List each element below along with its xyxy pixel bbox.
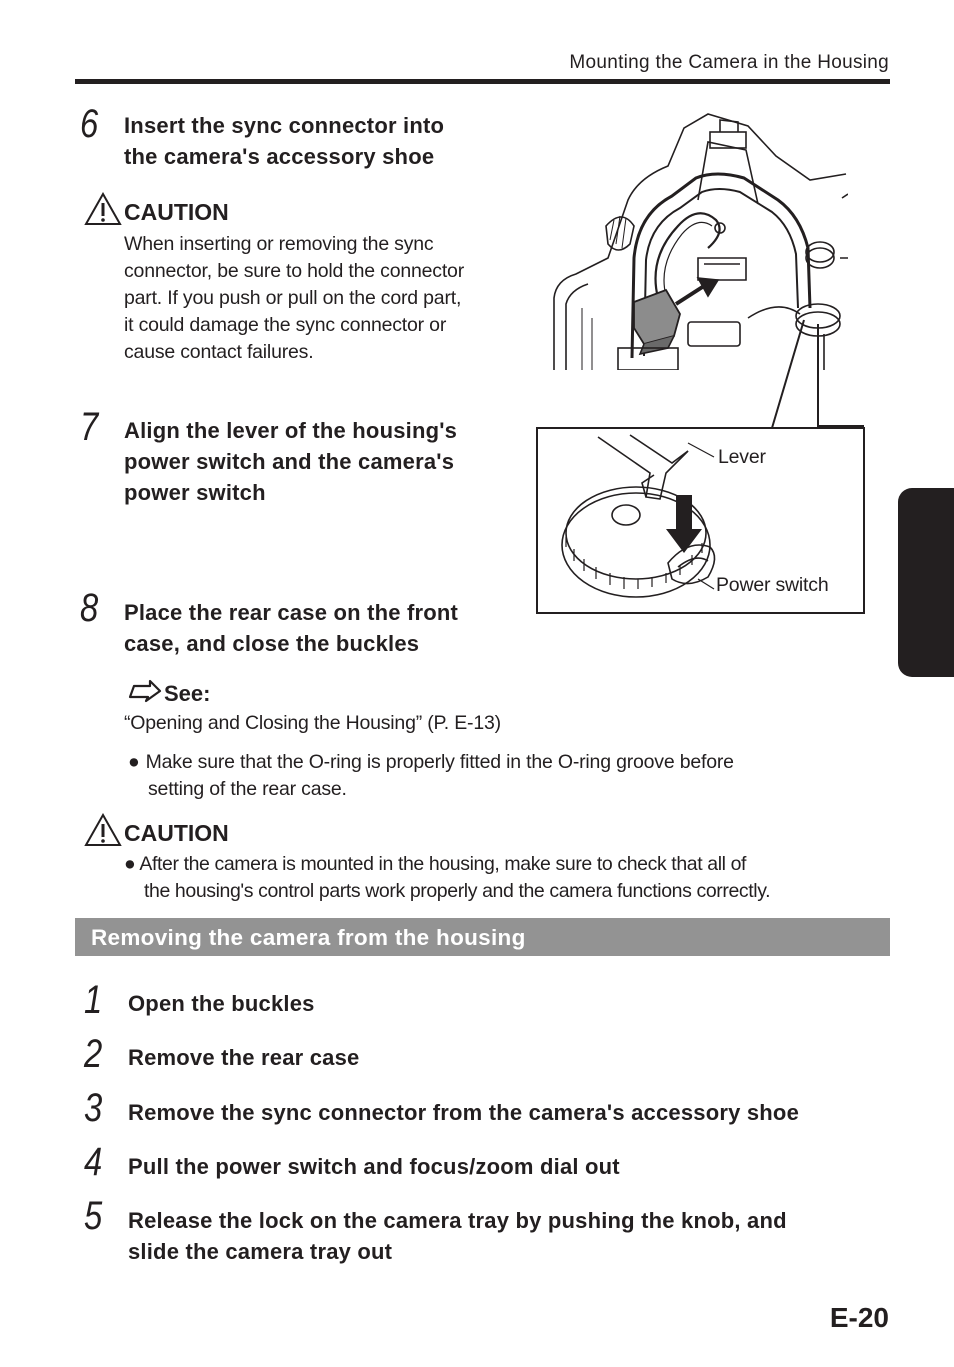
- remove-step-5-line-1: Release the lock on the camera tray by pushing the knob, and: [128, 1208, 787, 1233]
- step-number-7: 7: [80, 405, 99, 449]
- remove-step-3-text: Remove the sync connector from the camera's accessory shoe: [128, 1100, 799, 1125]
- remove-step-number-1: 1: [84, 978, 103, 1022]
- caution-2-line-1: After the camera is mounted in the housing, make sure to check that all of: [139, 853, 747, 875]
- arrow-pointer-icon: [128, 679, 162, 709]
- section-heading-removing: Removing the camera from the housing: [75, 918, 890, 956]
- remove-step-1-text: Open the buckles: [128, 991, 315, 1016]
- o-ring-note: [128, 749, 734, 803]
- detail-inset: [536, 427, 865, 614]
- caution-2-body: [124, 851, 770, 905]
- caution-1-line: cause contact failures.: [124, 341, 314, 363]
- caution-1-line: When inserting or removing the sync: [124, 233, 434, 255]
- remove-step-number-5: 5: [84, 1194, 103, 1238]
- running-header: Mounting the Camera in the Housing: [569, 52, 889, 73]
- step-7-line-1: Align the lever of the housing's: [124, 418, 458, 443]
- remove-step-5-line-2: slide the camera tray out: [128, 1239, 393, 1264]
- o-ring-note-line-2: setting of the rear case.: [148, 778, 347, 800]
- step-6-text: [124, 110, 444, 172]
- caution-label: CAUTION: [124, 198, 229, 225]
- o-ring-note-line-1: Make sure that the O-ring is properly fitted in the O-ring groove before: [145, 751, 734, 773]
- step-7-line-3: power switch: [124, 480, 266, 505]
- step-6-line-1: Insert the sync connector into: [124, 113, 445, 138]
- step-number-8: 8: [80, 586, 99, 630]
- power-switch-label: Power switch: [716, 574, 829, 596]
- caution-heading: [84, 813, 229, 853]
- see-label: See:: [164, 681, 211, 706]
- header-rule: [75, 79, 890, 84]
- caution-1-line: connector, be sure to hold the connector: [124, 260, 464, 282]
- step-7-text: [124, 415, 457, 508]
- caution-1-body: [124, 231, 464, 366]
- remove-step-number-2: 2: [84, 1032, 103, 1076]
- step-6-line-2: the camera's accessory shoe: [124, 144, 435, 169]
- see-reference: “Opening and Closing the Housing” (P. E-13): [124, 712, 501, 734]
- bullet-dot-icon: ●: [124, 853, 136, 875]
- lever-label: Lever: [718, 446, 766, 468]
- caution-heading: [84, 192, 229, 232]
- step-8-line-1: Place the rear case on the front: [124, 600, 459, 625]
- caution-1-line: part. If you push or pull on the cord part,: [124, 287, 462, 309]
- page-number: E-20: [829, 1302, 889, 1333]
- remove-step-number-4: 4: [84, 1140, 103, 1184]
- step-8-line-2: case, and close the buckles: [124, 631, 420, 656]
- remove-step-2-text: Remove the rear case: [128, 1045, 360, 1070]
- caution-1-line: it could damage the sync connector or: [124, 314, 447, 336]
- callout-lines: [536, 300, 866, 430]
- chapter-side-tab: [898, 488, 954, 677]
- step-7-line-2: power switch and the camera's: [124, 449, 455, 474]
- see-heading: [128, 679, 210, 709]
- remove-step-4-text: Pull the power switch and focus/zoom dial out: [128, 1154, 620, 1179]
- remove-step-5-text: [128, 1205, 787, 1267]
- step-8-text: [124, 597, 458, 659]
- caution-label: CAUTION: [124, 819, 229, 846]
- caution-2-line-2: the housing's control parts work properly and the camera functions correctly.: [144, 880, 771, 902]
- remove-step-number-3: 3: [84, 1086, 103, 1130]
- warning-triangle-icon: [84, 192, 122, 232]
- step-number-6: 6: [80, 102, 99, 146]
- bullet-dot-icon: ●: [128, 751, 140, 773]
- warning-triangle-icon: [84, 813, 122, 853]
